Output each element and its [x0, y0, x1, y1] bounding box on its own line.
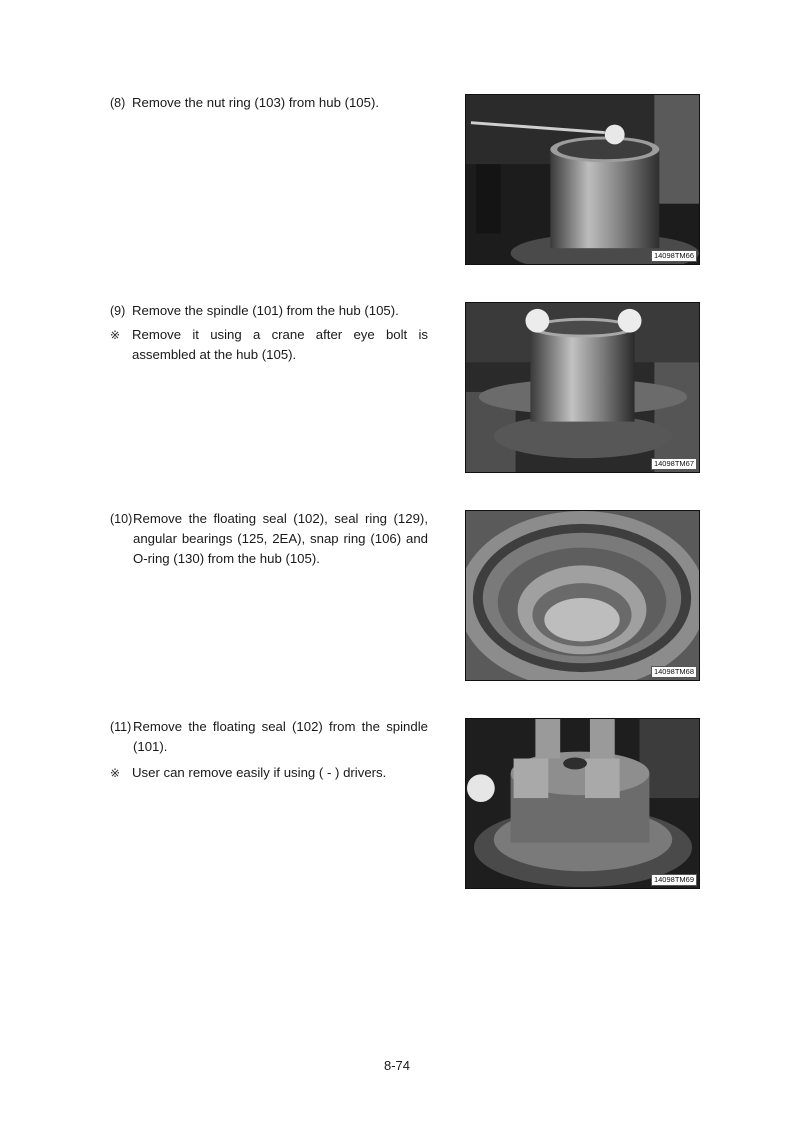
- step-number: (8): [110, 96, 126, 110]
- step-9-photo: [465, 302, 700, 473]
- step-10-row: [110, 509, 428, 569]
- step-9: [110, 301, 428, 365]
- step-text: Remove the floating seal (102) from the spindle (101).: [133, 719, 428, 754]
- note-mark-icon: ※: [110, 766, 121, 780]
- note-mark-icon: ※: [110, 328, 121, 342]
- step-10-photo: [465, 510, 700, 681]
- step-text: Remove the nut ring (103) from hub (105).: [132, 95, 380, 110]
- step-8: [110, 93, 428, 113]
- step-8-row: [110, 93, 428, 113]
- note-text: Remove it using a crane after eye bolt is assembled at the hub (105).: [132, 327, 428, 362]
- step-text: Remove the floating seal (102), seal ring (129), angular bearings (125, 2EA), snap ring (106) and O-ring (130) from the hub (105).: [133, 511, 428, 566]
- step-9-row: [110, 301, 428, 321]
- step-11: [110, 717, 428, 783]
- step-10: [110, 509, 428, 569]
- step-text: Remove the spindle (101) from the hub (105).: [132, 303, 399, 318]
- step-8-photo: [465, 94, 700, 265]
- hub-interior-photo: [466, 511, 699, 680]
- spindle-seal-photo: [466, 719, 699, 888]
- photo-caption: 14098TM66: [651, 250, 697, 262]
- photo-caption: 14098TM68: [651, 666, 697, 678]
- spindle-lift-photo: [466, 303, 699, 472]
- page-number: 8-74: [383, 1058, 411, 1073]
- step-11-photo: [465, 718, 700, 889]
- step-number: (11): [110, 720, 132, 734]
- step-number: (9): [110, 304, 126, 318]
- step-11-note: [110, 763, 428, 783]
- step-number: (10): [110, 512, 133, 526]
- step-11-row: [110, 717, 428, 757]
- photo-caption: 14098TM67: [651, 458, 697, 470]
- note-text: User can remove easily if using ( - ) drivers.: [132, 765, 387, 780]
- step-9-note: [110, 325, 428, 365]
- hub-nut-ring-photo: [466, 95, 699, 264]
- photo-caption: 14098TM69: [651, 874, 697, 886]
